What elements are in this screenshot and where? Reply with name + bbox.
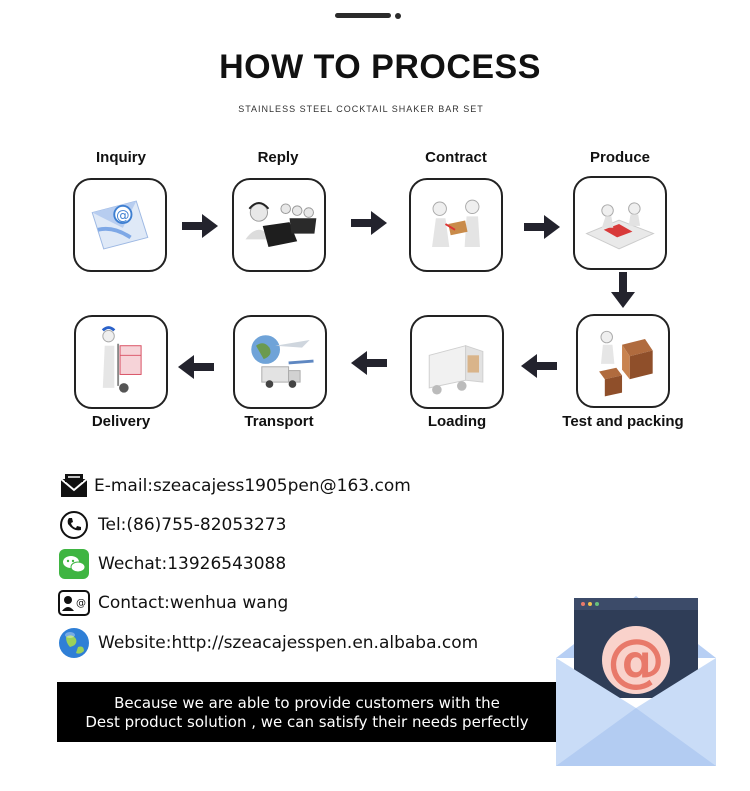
step-test-packing	[576, 314, 670, 408]
contact-tel[interactable]: Tel:(86)755-82053273	[98, 515, 287, 535]
step-label-loading: Loading	[427, 413, 487, 430]
step-label-reply: Reply	[257, 149, 299, 166]
arrow-right-icon	[351, 210, 387, 236]
step-delivery	[74, 315, 168, 409]
arrow-left-icon	[178, 354, 214, 380]
step-inquiry	[73, 178, 167, 272]
banner-line-1: Because we are able to provide customers with the	[114, 694, 500, 712]
step-label-produce: Produce	[589, 149, 650, 166]
page-subtitle: STAINLESS STEEL COCKTAIL SHAKER BAR SET	[238, 104, 484, 114]
step-contract	[409, 178, 503, 272]
contact-wechat-row	[58, 548, 286, 580]
puzzle-produce-icon	[575, 178, 665, 268]
step-label-delivery: Delivery	[91, 413, 151, 430]
contact-person[interactable]: Contact:wenhua wang	[98, 593, 289, 613]
top-handle-dot	[395, 13, 401, 19]
step-label-test-packing: Test and packing	[562, 413, 684, 430]
contact-card-icon	[58, 587, 90, 619]
contact-wechat[interactable]: Wechat:13926543088	[98, 554, 287, 574]
contact-tel-row	[58, 509, 286, 541]
truck-loading-icon	[412, 317, 502, 407]
globe-icon	[58, 627, 90, 659]
promo-banner	[57, 682, 557, 742]
boxes-packing-icon	[578, 316, 668, 406]
step-transport	[233, 315, 327, 409]
phone-icon	[58, 509, 90, 541]
arrow-left-icon	[521, 353, 557, 379]
top-handle-bar	[335, 13, 391, 18]
hand-truck-delivery-icon	[76, 317, 166, 407]
page-title: HOW TO PROCESS	[219, 48, 541, 86]
contact-email[interactable]: E-mail:szeacajess1905pen@163.com	[94, 476, 411, 496]
contact-website-row	[58, 627, 478, 659]
arrow-right-icon	[524, 214, 560, 240]
wechat-icon	[58, 548, 90, 580]
step-label-inquiry: Inquiry	[95, 149, 146, 166]
contact-website[interactable]: Website:http://szeacajesspen.en.albaba.com	[98, 633, 479, 653]
banner-line-2: Dest product solution , we can satisfy their needs perfectly	[85, 713, 529, 731]
arrow-down-icon	[610, 272, 636, 308]
svg-text:@: @	[116, 208, 130, 224]
arrow-right-icon	[182, 213, 218, 239]
step-label-transport: Transport	[244, 413, 314, 430]
mail-icon	[58, 470, 90, 502]
step-produce	[573, 176, 667, 270]
envelope-at-icon	[552, 588, 720, 768]
arrow-left-icon	[351, 350, 387, 376]
step-label-contract: Contract	[425, 149, 487, 166]
contact-email-row	[58, 470, 411, 502]
contact-person-row	[58, 587, 288, 619]
step-loading	[410, 315, 504, 409]
support-team-icon	[234, 180, 324, 270]
svg-text:@: @	[76, 598, 86, 609]
email-inquiry-icon	[75, 180, 165, 270]
handshake-contract-icon	[411, 180, 501, 270]
svg-text:@: @	[607, 626, 665, 694]
globe-transport-icon	[235, 317, 325, 407]
step-reply	[232, 178, 326, 272]
